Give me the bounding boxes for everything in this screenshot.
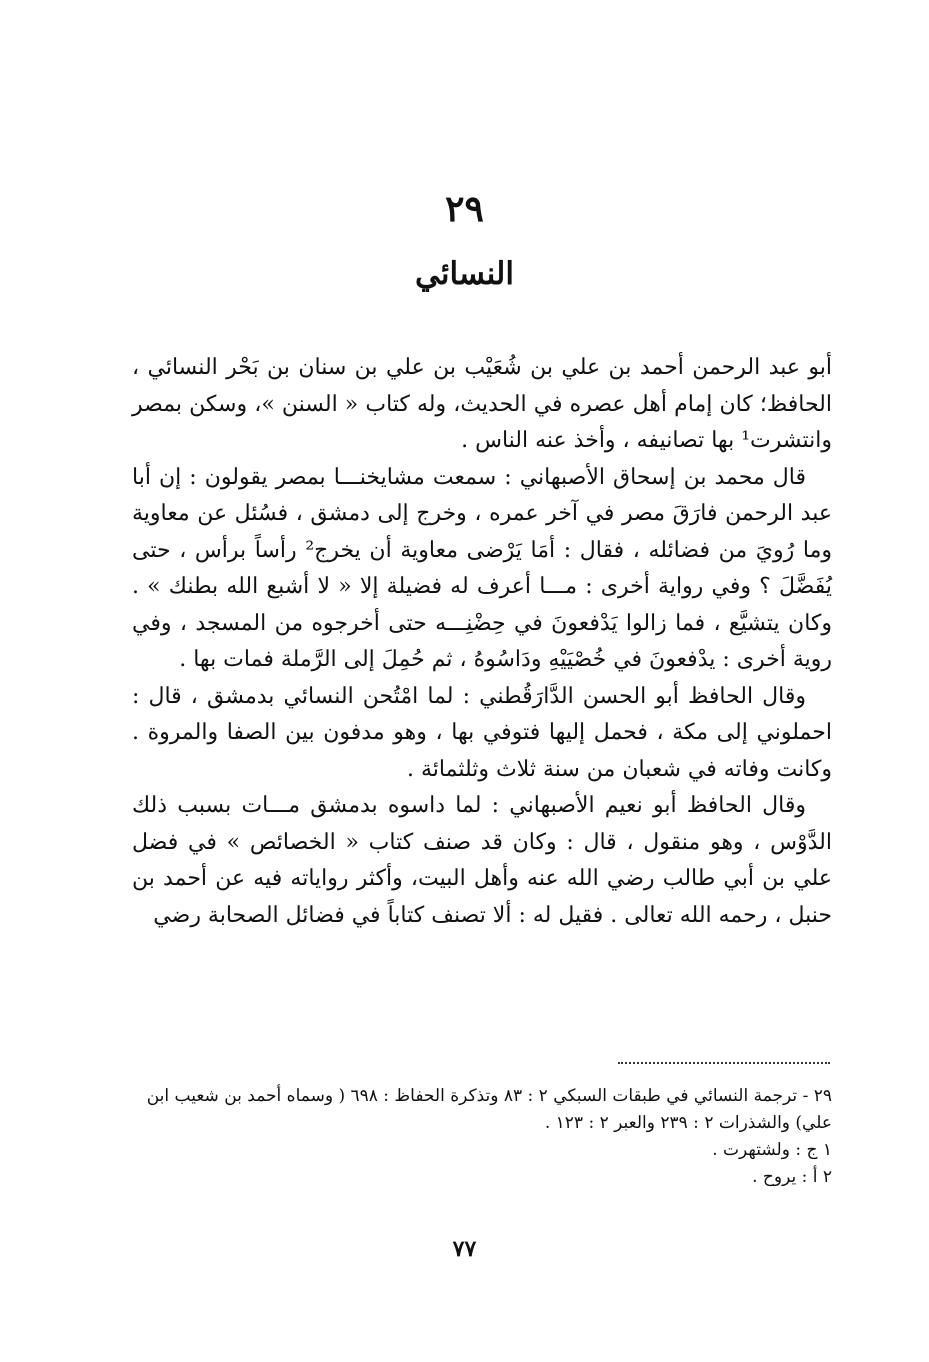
footnote: ١ ج : ولشتهرت .	[712, 1140, 832, 1160]
chapter-number: ٢٩	[445, 188, 484, 230]
footnotes	[132, 1083, 832, 1191]
footnote: ٢ أ : يروح .	[752, 1167, 832, 1187]
page-number: ٧٧	[452, 1236, 477, 1262]
footnote-divider	[618, 1062, 830, 1064]
chapter-title: النسائي	[415, 256, 514, 292]
main-text	[132, 350, 832, 934]
paragraph: قال محمد بن إسحاق الأصبهاني : سمعت مشايخنـــا بمصر يقولون : إن أبا عبد الرحمن فارَقَ مصر في آخر عمره ، وخرج إلى دمشق ، فسُئل عن معاوية وما رُويَ من فضائله ، فقال : أمَا يَرْضى معاوية أن يخرج² رأساً برأس ، حتى يُفَضَّلَ ؟ وفي رواية أخرى : مـــا أعرف له فضيلة إلا « لا أشبع الله بطنك » . وكان يتشيَّع ، فما زالوا يَدْفعونَ في حِضْنِـــه حتى أخرجوه من المسجد ، وفي روية أخرى : يدْفعونَ في خُصْيَيْهِ ودَاسُوهُ ، ثم حُمِلَ إلى الرَّملة فمات بها .	[132, 464, 832, 672]
paragraph: أبو عبد الرحمن أحمد بن علي بن شُعَيْب بن علي بن سنان بن بَحْر النسائي ، الحافظ؛ كان إمام أهل عصره في الحديث، وله كتاب « السنن »، وسكن بمصر وانتشرت¹ بها تصانيفه ، وأخذ عنه الناس .	[132, 355, 832, 453]
paragraph: وقال الحافظ أبو الحسن الدَّارَقُطني : لما امْتُحن النسائي بدمشق ، قال : احملوني إلى مكة ، فحمل إليها فتوفي بها ، وهو مدفون بين الصفا والمروة . وكانت وفاته في شعبان من سنة ثلاث وثلثمائة .	[132, 683, 832, 782]
footnote: ٢٩ - ترجمة النسائي في طبقات السبكي ٢ : ٨٣ وتذكرة الحفاظ : ٦٩٨ ( وسماه أحمد بن شعيب ابن علي) والشذرات ٢ : ٢٣٩ والعبر ٢ : ١٢٣ .	[146, 1086, 832, 1133]
paragraph: وقال الحافظ أبو نعيم الأصبهاني : لما داسوه بدمشق مـــات بسبب ذلك الدَّوْس ، وهو منقول ، قال : وكان قد صنف كتاب « الخصائص » في فضل علي بن أبي طالب رضي الله عنه وأهل البيت، وأكثر رواياته فيه عن أحمد بن حنبل ، رحمه الله تعالى . فقيل له : ألا تصنف كتاباً في فضائل الصحابة رضي	[132, 793, 832, 928]
